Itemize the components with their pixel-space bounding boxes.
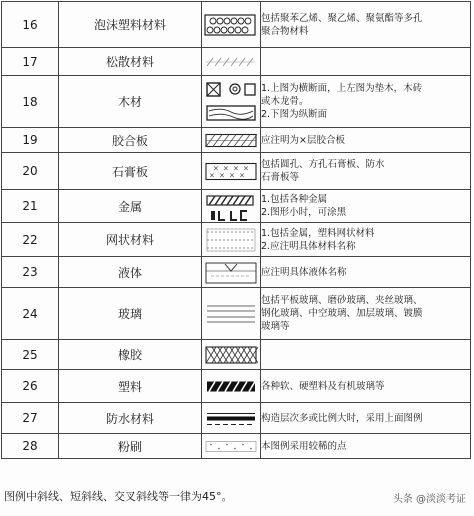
foam-plastic-hatch-icon	[203, 4, 259, 46]
material-symbol	[202, 76, 261, 128]
material-symbol	[202, 48, 261, 76]
material-notes	[261, 257, 471, 288]
material-notes	[261, 2, 471, 48]
row-number: 28	[2, 434, 59, 459]
svg-text:×: ×	[213, 164, 219, 172]
svg-text:×: ×	[243, 164, 249, 172]
svg-text:×: ×	[223, 164, 229, 172]
material-symbol	[202, 153, 261, 190]
note-line: 应注明具体液体名称	[261, 266, 347, 278]
note-line: 聚合物材料	[261, 25, 309, 37]
material-symbol	[202, 257, 261, 288]
plywood-hatch-icon	[203, 130, 259, 151]
material-symbol	[202, 190, 261, 223]
material-notes	[261, 128, 471, 153]
liquid-hatch-icon	[203, 259, 259, 286]
svg-text:×: ×	[209, 171, 215, 179]
material-name: 网状材料	[59, 223, 202, 257]
row-number: 20	[2, 153, 59, 190]
material-name: 胶合板	[59, 128, 202, 153]
material-symbol	[202, 403, 261, 434]
note-line: 石膏板等	[261, 172, 300, 183]
row-number: 24	[2, 288, 59, 340]
row-number: 26	[2, 370, 59, 403]
material-notes	[261, 288, 471, 340]
note-line: 2.下图为纵断面	[261, 109, 328, 120]
material-symbol	[202, 223, 261, 257]
svg-text:×: ×	[229, 171, 235, 179]
legend-row	[2, 190, 471, 223]
svg-text:×: ×	[233, 164, 239, 172]
legend-row	[2, 153, 471, 190]
material-name: 塑料	[59, 370, 202, 403]
material-notes	[261, 76, 471, 128]
legend-rows	[2, 2, 471, 459]
material-name: 松散材料	[59, 48, 202, 76]
row-number: 18	[2, 76, 59, 128]
plaster-hatch-icon	[203, 436, 259, 457]
waterproof-hatch-icon	[203, 405, 259, 432]
loose-material-hatch-icon	[203, 50, 259, 74]
material-symbol	[202, 340, 261, 370]
material-symbol	[202, 2, 261, 48]
note-line: 包括圆孔、方孔石膏板、防水	[261, 159, 385, 170]
svg-text:×: ×	[239, 171, 245, 179]
material-name: 防水材料	[59, 403, 202, 434]
material-notes	[261, 190, 471, 223]
material-name: 泡沫塑料材料	[59, 2, 202, 48]
row-number: 21	[2, 190, 59, 223]
material-name: 橡胶	[59, 340, 202, 370]
legend-row	[2, 434, 471, 459]
gypsum-board-hatch-icon	[203, 155, 259, 188]
legend-row	[2, 340, 471, 370]
plastic-hatch-icon	[203, 372, 259, 401]
row-number: 23	[2, 257, 59, 288]
row-number: 22	[2, 223, 59, 257]
legend-row	[2, 223, 471, 257]
material-notes	[261, 370, 471, 403]
note-line: 玻璃等	[261, 321, 290, 332]
material-symbol	[202, 370, 261, 403]
footer-note: 图例中斜线、短斜线、交叉斜线等一律为45°。	[4, 490, 233, 503]
legend-row	[2, 370, 471, 403]
note-line: 2.图形小时，可涂黑	[261, 207, 347, 218]
note-line: 1.包括各种金属	[261, 194, 328, 205]
material-symbol	[202, 434, 261, 459]
row-number: 27	[2, 403, 59, 434]
material-name: 石膏板	[59, 153, 202, 190]
material-name: 木材	[59, 76, 202, 128]
material-name: 金属	[59, 190, 202, 223]
rubber-hatch-icon	[203, 342, 259, 368]
note-line: 1.包括金属，塑料网状材料	[261, 227, 375, 239]
material-notes	[261, 434, 471, 459]
note-line: 钢化玻璃、中空玻璃、加层玻璃、镀膜	[261, 308, 423, 319]
wood-hatch-icon	[203, 78, 259, 126]
legend-row	[2, 403, 471, 434]
legend-row	[2, 48, 471, 76]
note-line: 本图例采用较稀的点	[261, 440, 347, 452]
metal-hatch-icon	[203, 192, 259, 221]
row-number: 16	[2, 2, 59, 48]
note-line: 各种软、硬塑料及有机玻璃等	[261, 380, 385, 392]
row-number: 19	[2, 128, 59, 153]
legend-row	[2, 76, 471, 128]
material-name: 玻璃	[59, 288, 202, 340]
note-line: 或木龙骨。	[261, 96, 309, 107]
note-line: 应注明为×层胶合板	[261, 134, 345, 146]
material-notes	[261, 223, 471, 257]
material-notes	[261, 153, 471, 190]
material-notes	[261, 403, 471, 434]
watermark: 头条 @淡淡考证	[392, 494, 466, 505]
legend-row	[2, 2, 471, 48]
material-notes	[261, 340, 471, 370]
svg-text:×: ×	[219, 171, 225, 179]
mesh-hatch-icon	[203, 225, 259, 255]
glass-hatch-icon	[203, 290, 259, 338]
row-number: 25	[2, 340, 59, 370]
legend-row	[2, 128, 471, 153]
legend-row	[2, 257, 471, 288]
note-line: 包括聚苯乙烯、聚乙烯、聚氨酯等多孔	[261, 12, 423, 24]
material-notes	[261, 48, 471, 76]
material-legend-table	[1, 1, 471, 459]
note-line: 2.应注明具体材料名称	[261, 240, 356, 252]
legend-row	[2, 288, 471, 340]
material-symbol	[202, 288, 261, 340]
note-line: 构造层次多或比例大时，采用上面图例	[261, 412, 423, 424]
note-line: 包括平板玻璃、磨砂玻璃、夹丝玻璃、	[261, 295, 423, 306]
material-symbol	[202, 128, 261, 153]
material-name: 液体	[59, 257, 202, 288]
note-line: 1.上图为横断面，上左图为垫木，木砖	[261, 83, 423, 94]
row-number: 17	[2, 48, 59, 76]
material-name: 粉刷	[59, 434, 202, 459]
